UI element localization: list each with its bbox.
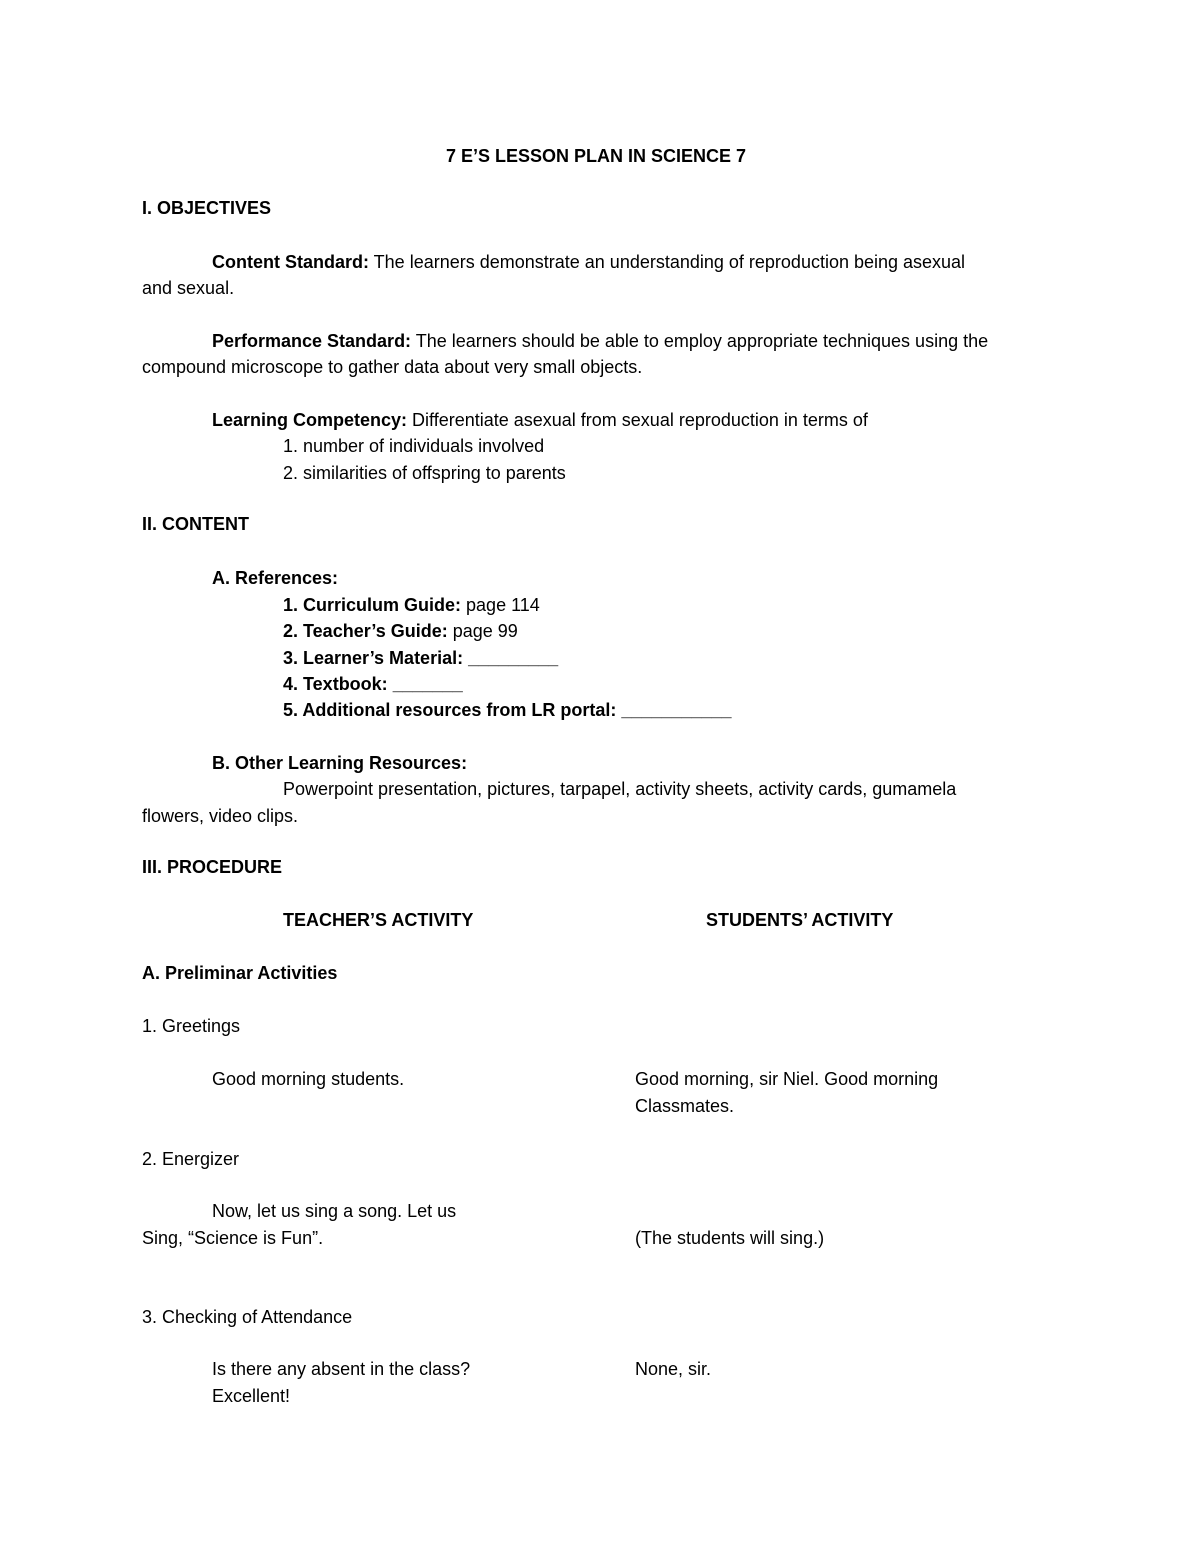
learning-competency-text: Differentiate asexual from sexual reproduction in terms of xyxy=(407,410,868,430)
performance-standard-text: The learners should be able to employ appropriate techniques using the xyxy=(411,331,989,351)
reference-value: page 114 xyxy=(461,595,540,615)
attendance-teacher-line1: Is there any absent in the class? xyxy=(212,1359,471,1379)
energizer-teacher-line1: Now, let us sing a song. Let us xyxy=(212,1201,457,1221)
greetings-student-line2: Classmates. xyxy=(635,1096,735,1116)
objectives-heading: I. OBJECTIVES xyxy=(142,198,272,218)
energizer-label: 2. Energizer xyxy=(142,1149,240,1169)
reference-item xyxy=(283,647,558,669)
greetings-teacher: Good morning students. xyxy=(212,1069,405,1089)
greetings-label: 1. Greetings xyxy=(142,1016,241,1036)
learning-competency-label: Learning Competency: xyxy=(212,410,408,430)
performance-standard-label: Performance Standard: xyxy=(212,331,412,351)
reference-item xyxy=(283,620,518,642)
content-standard-label: Content Standard: xyxy=(212,252,369,272)
teacher-activity-header: TEACHER’S ACTIVITY xyxy=(283,910,474,930)
other-resources-label: B. Other Learning Resources: xyxy=(212,753,468,773)
competency-item: 2. similarities of offspring to parents xyxy=(283,463,566,483)
reference-item xyxy=(283,673,463,695)
preliminary-activities-heading: A. Preliminar Activities xyxy=(142,963,338,983)
attendance-label: 3. Checking of Attendance xyxy=(142,1307,353,1327)
references-label: A. References: xyxy=(212,568,339,588)
page-title: 7 E’S LESSON PLAN IN SCIENCE 7 xyxy=(446,146,747,166)
energizer-teacher-line2: Sing, “Science is Fun”. xyxy=(142,1228,324,1248)
other-resources-line1: Powerpoint presentation, pictures, tarpapel, activity sheets, activity cards, gumamela xyxy=(283,779,957,799)
reference-label: 4. Textbook: xyxy=(283,674,388,694)
reference-value: ___________ xyxy=(616,700,732,720)
greetings-student-line1: Good morning, sir Niel. Good morning xyxy=(635,1069,939,1089)
competency-item: 1. number of individuals involved xyxy=(283,436,545,456)
content-standard-text: The learners demonstrate an understanding of reproduction being asexual xyxy=(369,252,966,272)
content-heading: II. CONTENT xyxy=(142,514,249,534)
procedure-heading: III. PROCEDURE xyxy=(142,857,283,877)
reference-value: _________ xyxy=(463,648,559,668)
reference-value: _______ xyxy=(387,674,463,694)
energizer-student: (The students will sing.) xyxy=(635,1228,825,1248)
reference-item xyxy=(283,699,732,721)
performance-standard-line2: compound microscope to gather data about very small objects. xyxy=(142,357,643,377)
reference-label: 3. Learner’s Material: xyxy=(283,648,464,668)
reference-label: 2. Teacher’s Guide: xyxy=(283,621,448,641)
reference-label: 1. Curriculum Guide: xyxy=(283,595,462,615)
content-standard-line1 xyxy=(212,251,965,273)
reference-item xyxy=(283,594,540,616)
reference-value: page 99 xyxy=(447,621,518,641)
other-resources-line2: flowers, video clips. xyxy=(142,806,299,826)
performance-standard-line1 xyxy=(212,330,988,352)
students-activity-header: STUDENTS’ ACTIVITY xyxy=(706,910,894,930)
reference-label: 5. Additional resources from LR portal: xyxy=(283,700,617,720)
learning-competency-line xyxy=(212,409,868,431)
attendance-teacher-line2: Excellent! xyxy=(212,1386,291,1406)
content-standard-line2: and sexual. xyxy=(142,278,235,298)
attendance-student: None, sir. xyxy=(635,1359,712,1379)
